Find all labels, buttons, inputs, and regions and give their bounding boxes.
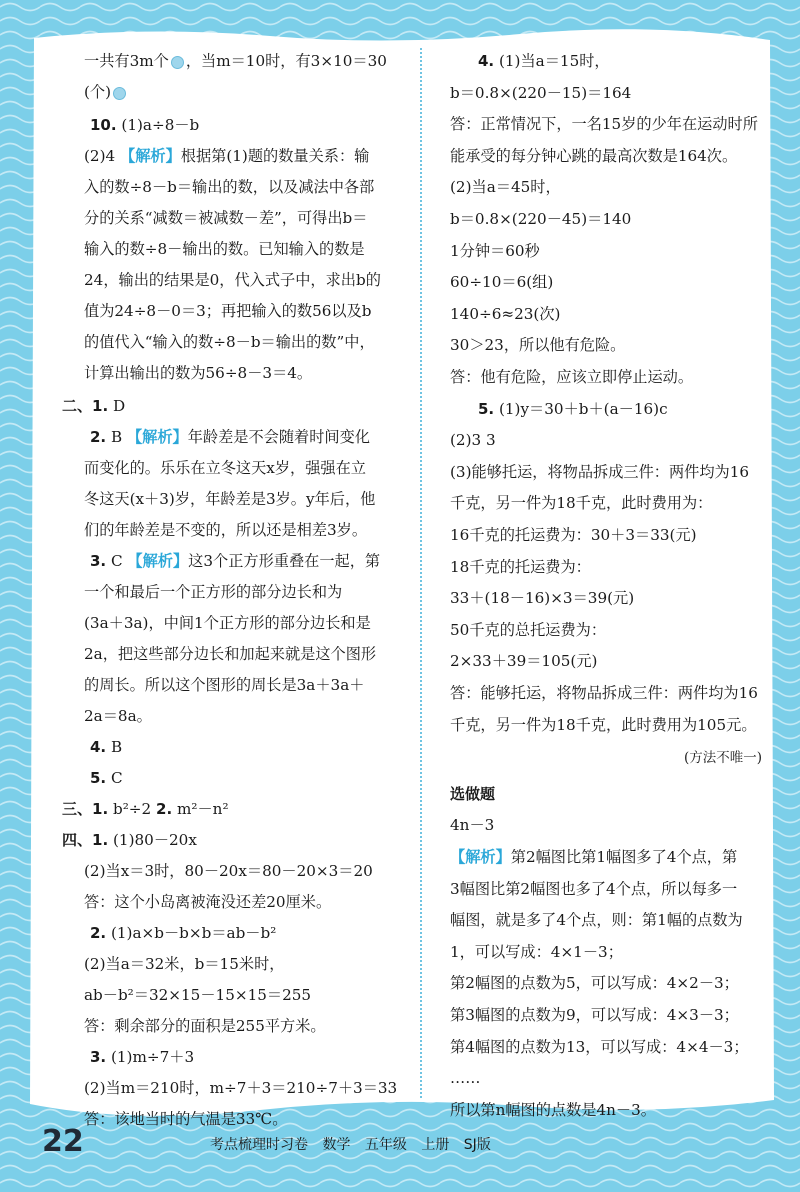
answer-text: 2a＝8a。 — [84, 707, 152, 725]
left-line — [62, 674, 364, 696]
left-line — [62, 269, 381, 291]
right-line — [450, 176, 561, 198]
answer-text: (3)能够托运，将物品拆成三件：两件均为16 — [450, 462, 750, 481]
section-marker: 二、 — [62, 397, 93, 415]
answer-text: B — [106, 428, 127, 446]
answer-text: 一共有3m个 — [84, 52, 169, 70]
left-line — [62, 50, 387, 72]
answer-text: 的周长。所以这个图形的周长是3a＋3a＋ — [84, 676, 365, 694]
left-line — [62, 581, 342, 603]
right-line — [450, 366, 693, 388]
answer-text: 值为24÷8－0＝3；再把输入的数56以及b — [84, 302, 372, 320]
answer-text: 第4幅图的点数为13，可以写成：4×4－3； — [450, 1037, 749, 1056]
analysis-tag: 【解析】 — [127, 552, 189, 570]
right-line — [450, 303, 560, 325]
answer-text: C — [106, 552, 128, 570]
left-line — [62, 736, 122, 758]
question-number: 1. — [92, 397, 109, 415]
answer-text: (3a＋3a)，中间1个正方形的部分边长和是 — [84, 614, 371, 632]
left-line — [62, 114, 199, 136]
question-number: 10. — [90, 116, 117, 134]
answer-text: 第2幅图比第1幅图多了4个点，第 — [510, 848, 738, 866]
question-number: 2. — [90, 924, 107, 942]
left-line — [62, 176, 374, 198]
answer-text: (2)当a＝45时， — [450, 178, 561, 197]
answer-text: 千克，另一件为18千克，此时费用为： — [450, 494, 713, 513]
analysis-tag: 【解析】 — [126, 428, 188, 446]
right-line — [450, 846, 737, 868]
left-line — [62, 829, 197, 851]
answer-text: (1)a×b－b×b＝ab－b² — [106, 924, 277, 942]
answer-text: (方法不唯一) — [683, 750, 762, 767]
answer-text: (1)当a＝15时， — [494, 52, 610, 70]
left-line — [62, 1015, 326, 1037]
left-line — [62, 1046, 194, 1068]
answer-text: 50千克的总托运费为： — [450, 620, 607, 639]
left-line — [62, 953, 284, 975]
left-line — [62, 860, 373, 882]
right-line — [450, 814, 494, 836]
right-line — [450, 82, 631, 104]
question-number: 1. — [92, 831, 109, 849]
left-line — [62, 300, 372, 322]
answer-text: b＝0.8×(220－15)＝164 — [450, 83, 632, 102]
right-line — [450, 492, 712, 514]
answer-text: (1)a÷8－b — [116, 116, 200, 134]
right-line — [450, 398, 668, 420]
left-line — [62, 767, 123, 789]
right-line — [450, 145, 737, 167]
answer-text: 答：正常情况下，一名15岁的少年在运动时所 — [450, 115, 758, 134]
section-marker: 三、 — [62, 800, 93, 818]
answer-text: 答：他有危险，应该立即停止运动。 — [450, 368, 693, 386]
right-line — [450, 619, 606, 641]
left-line — [62, 1077, 397, 1099]
answer-text: 1，可以写成：4×1－3； — [450, 942, 623, 961]
right-line — [450, 972, 739, 994]
question-number: 3. — [90, 1048, 107, 1066]
question-number: 4. — [478, 52, 495, 70]
answer-text: (1)m÷7＋3 — [106, 1048, 195, 1066]
answer-text: 16千克的托运费为：30＋3＝33(元) — [450, 526, 697, 544]
right-line — [450, 587, 634, 609]
right-line — [450, 1036, 749, 1058]
left-line — [62, 612, 371, 634]
answer-text: (1)y＝30＋b＋(a－16)c — [494, 399, 668, 418]
answer-text: 千克，另一件为18千克，此时费用为105元。 — [450, 715, 757, 734]
right-line — [450, 334, 625, 356]
answer-text: 这3个正方形重叠在一起，第 — [188, 552, 381, 570]
analysis-tag: 【解析】 — [450, 848, 511, 866]
answer-text: (2)4 — [84, 147, 121, 165]
answer-text: 分的关系“减数＝被减数－差”，可得出b＝ — [84, 209, 368, 227]
left-line — [62, 643, 376, 665]
left-line — [62, 798, 229, 820]
left-line — [62, 362, 312, 384]
answer-text: 的值代入“输入的数÷8－b＝输出的数”中， — [84, 333, 375, 351]
analysis-tag: 【解析】 — [120, 147, 181, 165]
right-line — [450, 909, 743, 931]
answer-text: 们的年龄差是不变的，所以还是相差3岁。 — [84, 521, 368, 539]
question-number: 2. — [90, 428, 107, 446]
left-line — [62, 331, 375, 353]
answer-text: 30＞23，所以他有危险。 — [450, 336, 626, 355]
answer-text: ，当m＝10时，有3×10＝30 — [185, 52, 387, 70]
left-line — [62, 395, 125, 417]
answer-text: 冬这天(x＋3)岁，年龄差是3岁。y年后，他 — [84, 490, 376, 508]
right-line — [450, 208, 631, 230]
left-line — [62, 550, 380, 572]
answer-text: 答：剩余部分的面积是255平方米。 — [84, 1017, 326, 1035]
right-line — [450, 747, 762, 769]
answer-text: 幅图，就是多了4个点，则：第1幅的点数为 — [450, 911, 743, 930]
left-line — [62, 238, 365, 260]
answer-text: C — [106, 769, 123, 787]
left-line — [62, 426, 370, 448]
right-line — [450, 878, 737, 900]
answer-text: 输入的数÷8－输出的数。已知输入的数是 — [84, 240, 365, 258]
answer-text: 所以第n幅图的点数是4n－3。 — [450, 1100, 656, 1119]
answer-text: (2)3 3 — [450, 431, 496, 450]
answer-text: 答：这个小岛离被淹没还差20厘米。 — [84, 893, 332, 911]
right-line — [450, 461, 749, 483]
right-line — [450, 524, 697, 546]
answer-text: 答：该地当时的气温是33℃。 — [84, 1110, 288, 1128]
left-line — [62, 922, 276, 944]
answer-text: 根据第(1)题的数量关系：输 — [180, 147, 370, 165]
column-divider — [420, 48, 422, 1098]
answer-text: b²÷2 — [108, 800, 157, 818]
left-line — [62, 207, 367, 229]
smile-icon — [171, 56, 184, 69]
left-line — [62, 488, 375, 510]
answer-text: 2a，把这些部分边长和加起来就是这个图形 — [84, 645, 377, 663]
answer-text: D — [108, 397, 126, 415]
right-line — [450, 556, 591, 578]
question-number: 5. — [478, 399, 495, 418]
smile-icon — [113, 87, 126, 100]
left-line — [62, 984, 311, 1006]
right-line — [450, 240, 540, 262]
answer-text: 而变化的。乐乐在立冬这天x岁，强强在立 — [84, 459, 366, 477]
left-line — [62, 519, 367, 541]
right-line — [450, 1067, 480, 1089]
page-number: 22 — [42, 1124, 84, 1159]
answer-text: 计算出输出的数为56÷8－3＝4。 — [84, 364, 313, 382]
left-line — [62, 1108, 287, 1130]
right-line — [450, 783, 495, 805]
answer-text: (2)当m＝210时，m÷7＋3＝210÷7＋3＝33 — [84, 1079, 398, 1097]
question-number: 3. — [90, 552, 107, 570]
question-number: 2. — [156, 800, 173, 818]
right-line — [450, 1004, 739, 1026]
answer-text: 33＋(18－16)×3＝39(元) — [450, 589, 635, 608]
answer-text: b＝0.8×(220－45)＝140 — [450, 210, 632, 228]
answer-text: 第2幅图的点数为5，可以写成：4×2－3； — [450, 974, 739, 993]
right-line — [450, 941, 623, 963]
answer-text: (1)80－20x — [108, 831, 197, 849]
answer-text: (个) — [84, 83, 112, 101]
left-line — [62, 81, 128, 103]
left-line — [62, 891, 331, 913]
answer-text: (2)当a＝32米，b＝15米时， — [84, 955, 285, 973]
answer-text: 1分钟＝60秒 — [450, 241, 540, 260]
right-line — [450, 1099, 656, 1121]
right-line — [450, 50, 610, 72]
answer-text: 24，输出的结果是0，代入式子中，求出b的 — [84, 271, 381, 289]
right-line — [450, 429, 496, 451]
answer-text: …… — [450, 1069, 481, 1088]
left-line — [62, 145, 369, 167]
left-line — [62, 457, 366, 479]
answer-text: 140÷6≈23(次) — [450, 304, 561, 323]
section-marker: 四、 — [62, 831, 93, 849]
question-number: 5. — [90, 769, 107, 787]
right-line — [450, 271, 553, 293]
answer-text: 第3幅图的点数为9，可以写成：4×3－3； — [450, 1006, 739, 1024]
right-line — [450, 113, 758, 135]
answer-text: 3幅图比第2幅图也多了4个点，所以每多一 — [450, 879, 738, 898]
answer-text: 60÷10＝6(组) — [450, 273, 554, 292]
left-line — [62, 705, 152, 727]
answer-text: B — [106, 738, 123, 756]
question-number: 1. — [92, 800, 109, 818]
right-line — [450, 650, 597, 672]
answer-text: 18千克的托运费为： — [450, 557, 591, 576]
footer-text: 考点梳理时习卷 数学 五年级 上册 SJ版 — [210, 1137, 491, 1153]
answer-text: 4n－3 — [450, 816, 495, 835]
answer-text: (2)当x＝3时，80－20x＝80－20×3＝20 — [84, 862, 373, 880]
right-line — [450, 714, 757, 736]
answer-text: 入的数÷8－b＝输出的数，以及减法中各部 — [84, 178, 375, 196]
question-number: 4. — [90, 738, 107, 756]
answer-text: 2×33＋39＝105(元) — [450, 652, 598, 671]
answer-text: 年龄差是不会随着时间变化 — [187, 428, 370, 446]
answer-text: 一个和最后一个正方形的部分边长和为 — [84, 583, 343, 601]
answer-text: ab－b²＝32×15－15×15＝255 — [84, 986, 312, 1004]
answer-text: 答：能够托运，将物品拆成三件：两件均为16 — [450, 684, 758, 702]
section-marker: 选做题 — [450, 784, 496, 803]
answer-text: m²－n² — [172, 800, 229, 818]
right-line — [450, 682, 758, 704]
answer-text: 能承受的每分钟心跳的最高次数是164次。 — [450, 146, 738, 165]
